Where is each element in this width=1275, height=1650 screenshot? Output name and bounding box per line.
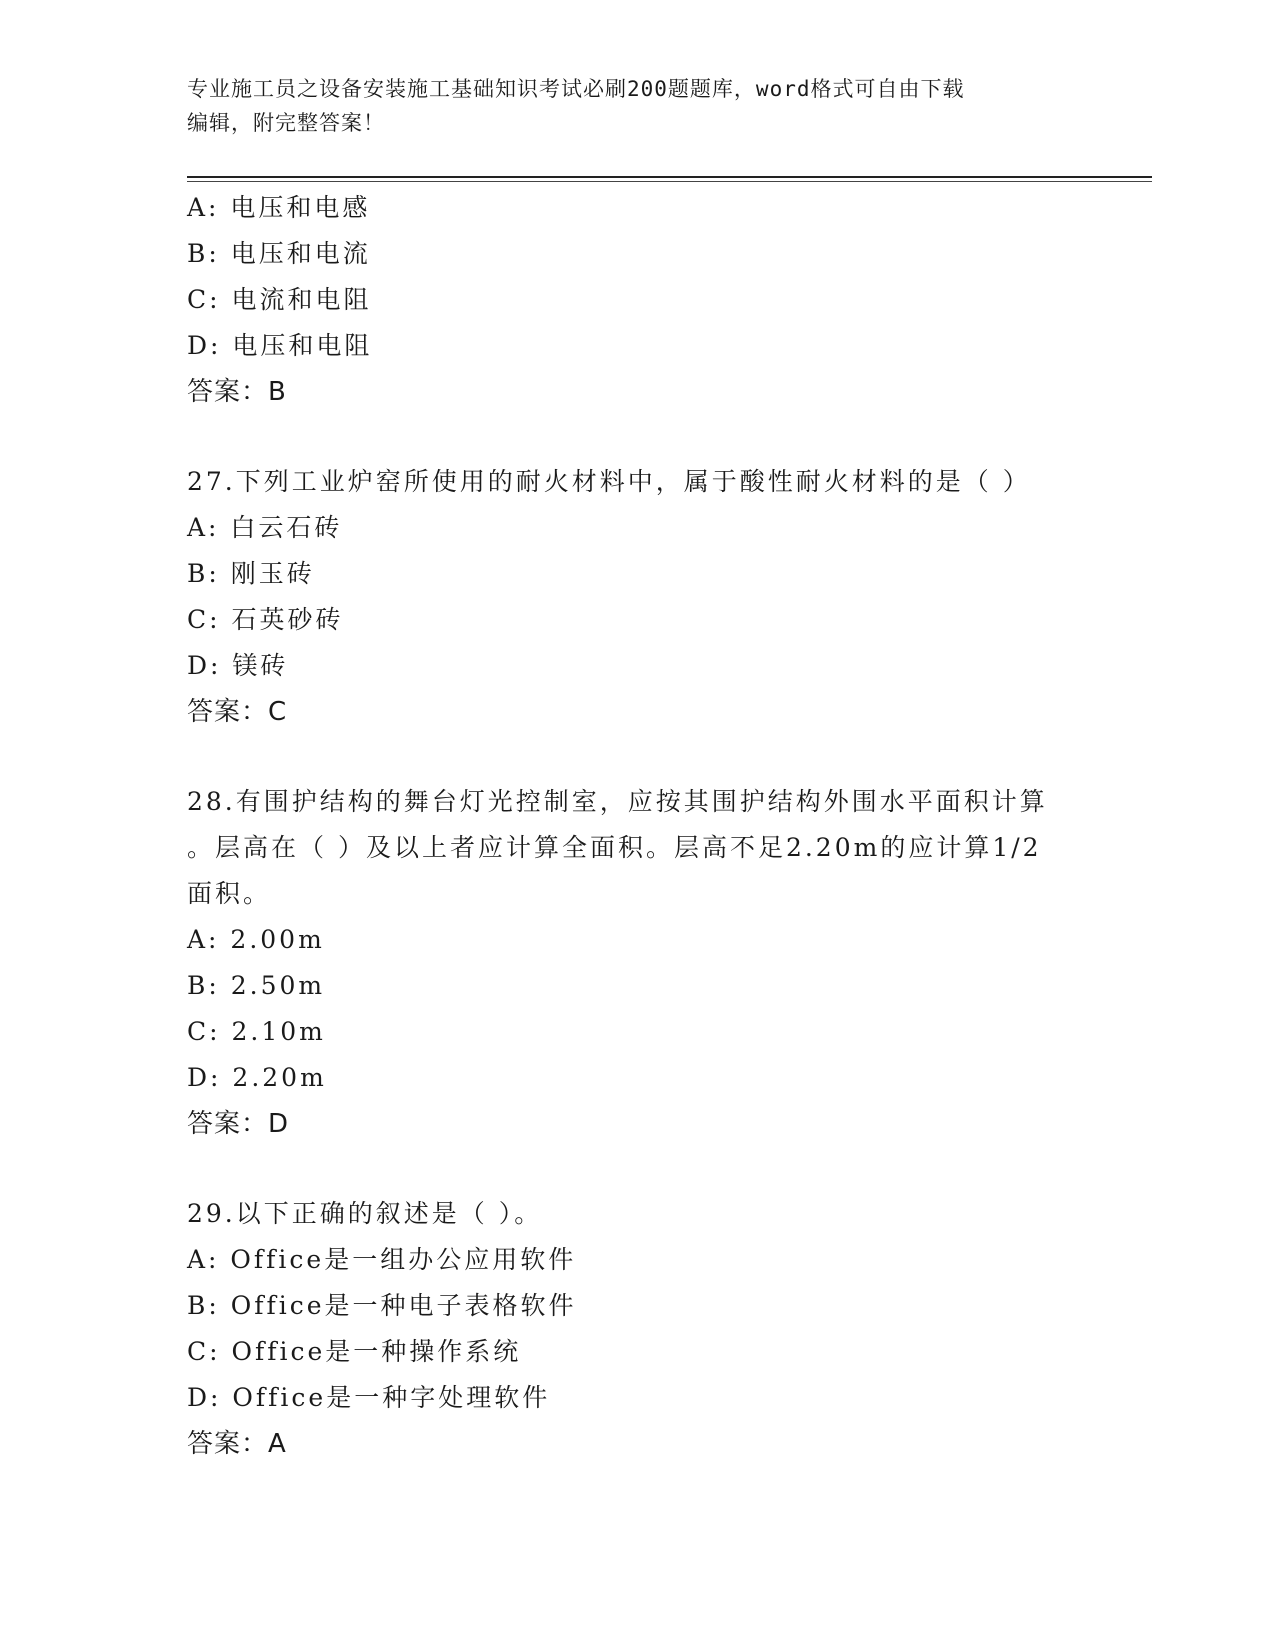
answer-line: 答案：A	[187, 1429, 287, 1459]
spacer	[187, 735, 1087, 779]
spacer	[187, 1147, 1087, 1191]
question-block	[187, 779, 1087, 1147]
question-block	[187, 1191, 1087, 1467]
option-a: A: 2.00m	[187, 925, 325, 954]
option-d: D: 2.20m	[187, 1063, 327, 1092]
header-divider-thin	[187, 181, 1152, 182]
header-divider-thick	[187, 176, 1152, 178]
question-text-line-1: 28.有围护结构的舞台灯光控制室，应按其围护结构外围水平面积计算	[187, 787, 1048, 816]
option-d: D: Office是一种字处理软件	[187, 1383, 551, 1412]
header-line-1: 专业施工员之设备安装施工基础知识考试必刷200题题库，word格式可自由下载	[187, 77, 965, 101]
question-block	[187, 459, 1087, 735]
option-c: C: 石英砂砖	[187, 605, 344, 634]
option-d: D: 电压和电阻	[187, 331, 373, 360]
option-b: B: Office是一种电子表格软件	[187, 1291, 577, 1320]
option-a: A: 电压和电感	[187, 193, 371, 222]
header-line-2: 编辑，附完整答案！	[187, 111, 385, 135]
question-text: 29.以下正确的叙述是（ ）。	[187, 1199, 543, 1228]
answer-line: 答案：D	[187, 1109, 290, 1139]
option-b: B: 电压和电流	[187, 239, 371, 268]
question-text-line-2: 。层高在（ ）及以上者应计算全面积。层高不足2.20m的应计算1/2	[187, 833, 1042, 862]
option-d: D: 镁砖	[187, 651, 289, 680]
option-b: B: 2.50m	[187, 971, 326, 1000]
answer-line: 答案：C	[187, 697, 288, 727]
spacer	[187, 415, 1087, 459]
question-block	[187, 185, 1087, 415]
option-a: A: 白云石砖	[187, 513, 343, 542]
document-header	[187, 72, 1087, 140]
question-list	[187, 185, 1087, 1467]
option-c: C: 2.10m	[187, 1017, 326, 1046]
option-c: C: Office是一种操作系统	[187, 1337, 522, 1366]
option-c: C: 电流和电阻	[187, 285, 372, 314]
question-text: 27.下列工业炉窑所使用的耐火材料中，属于酸性耐火材料的是（ ）	[187, 467, 1031, 496]
option-a: A: Office是一组办公应用软件	[187, 1245, 577, 1274]
question-text-line-3: 面积。	[187, 879, 272, 908]
option-b: B: 刚玉砖	[187, 559, 315, 588]
answer-line: 答案：B	[187, 377, 287, 407]
